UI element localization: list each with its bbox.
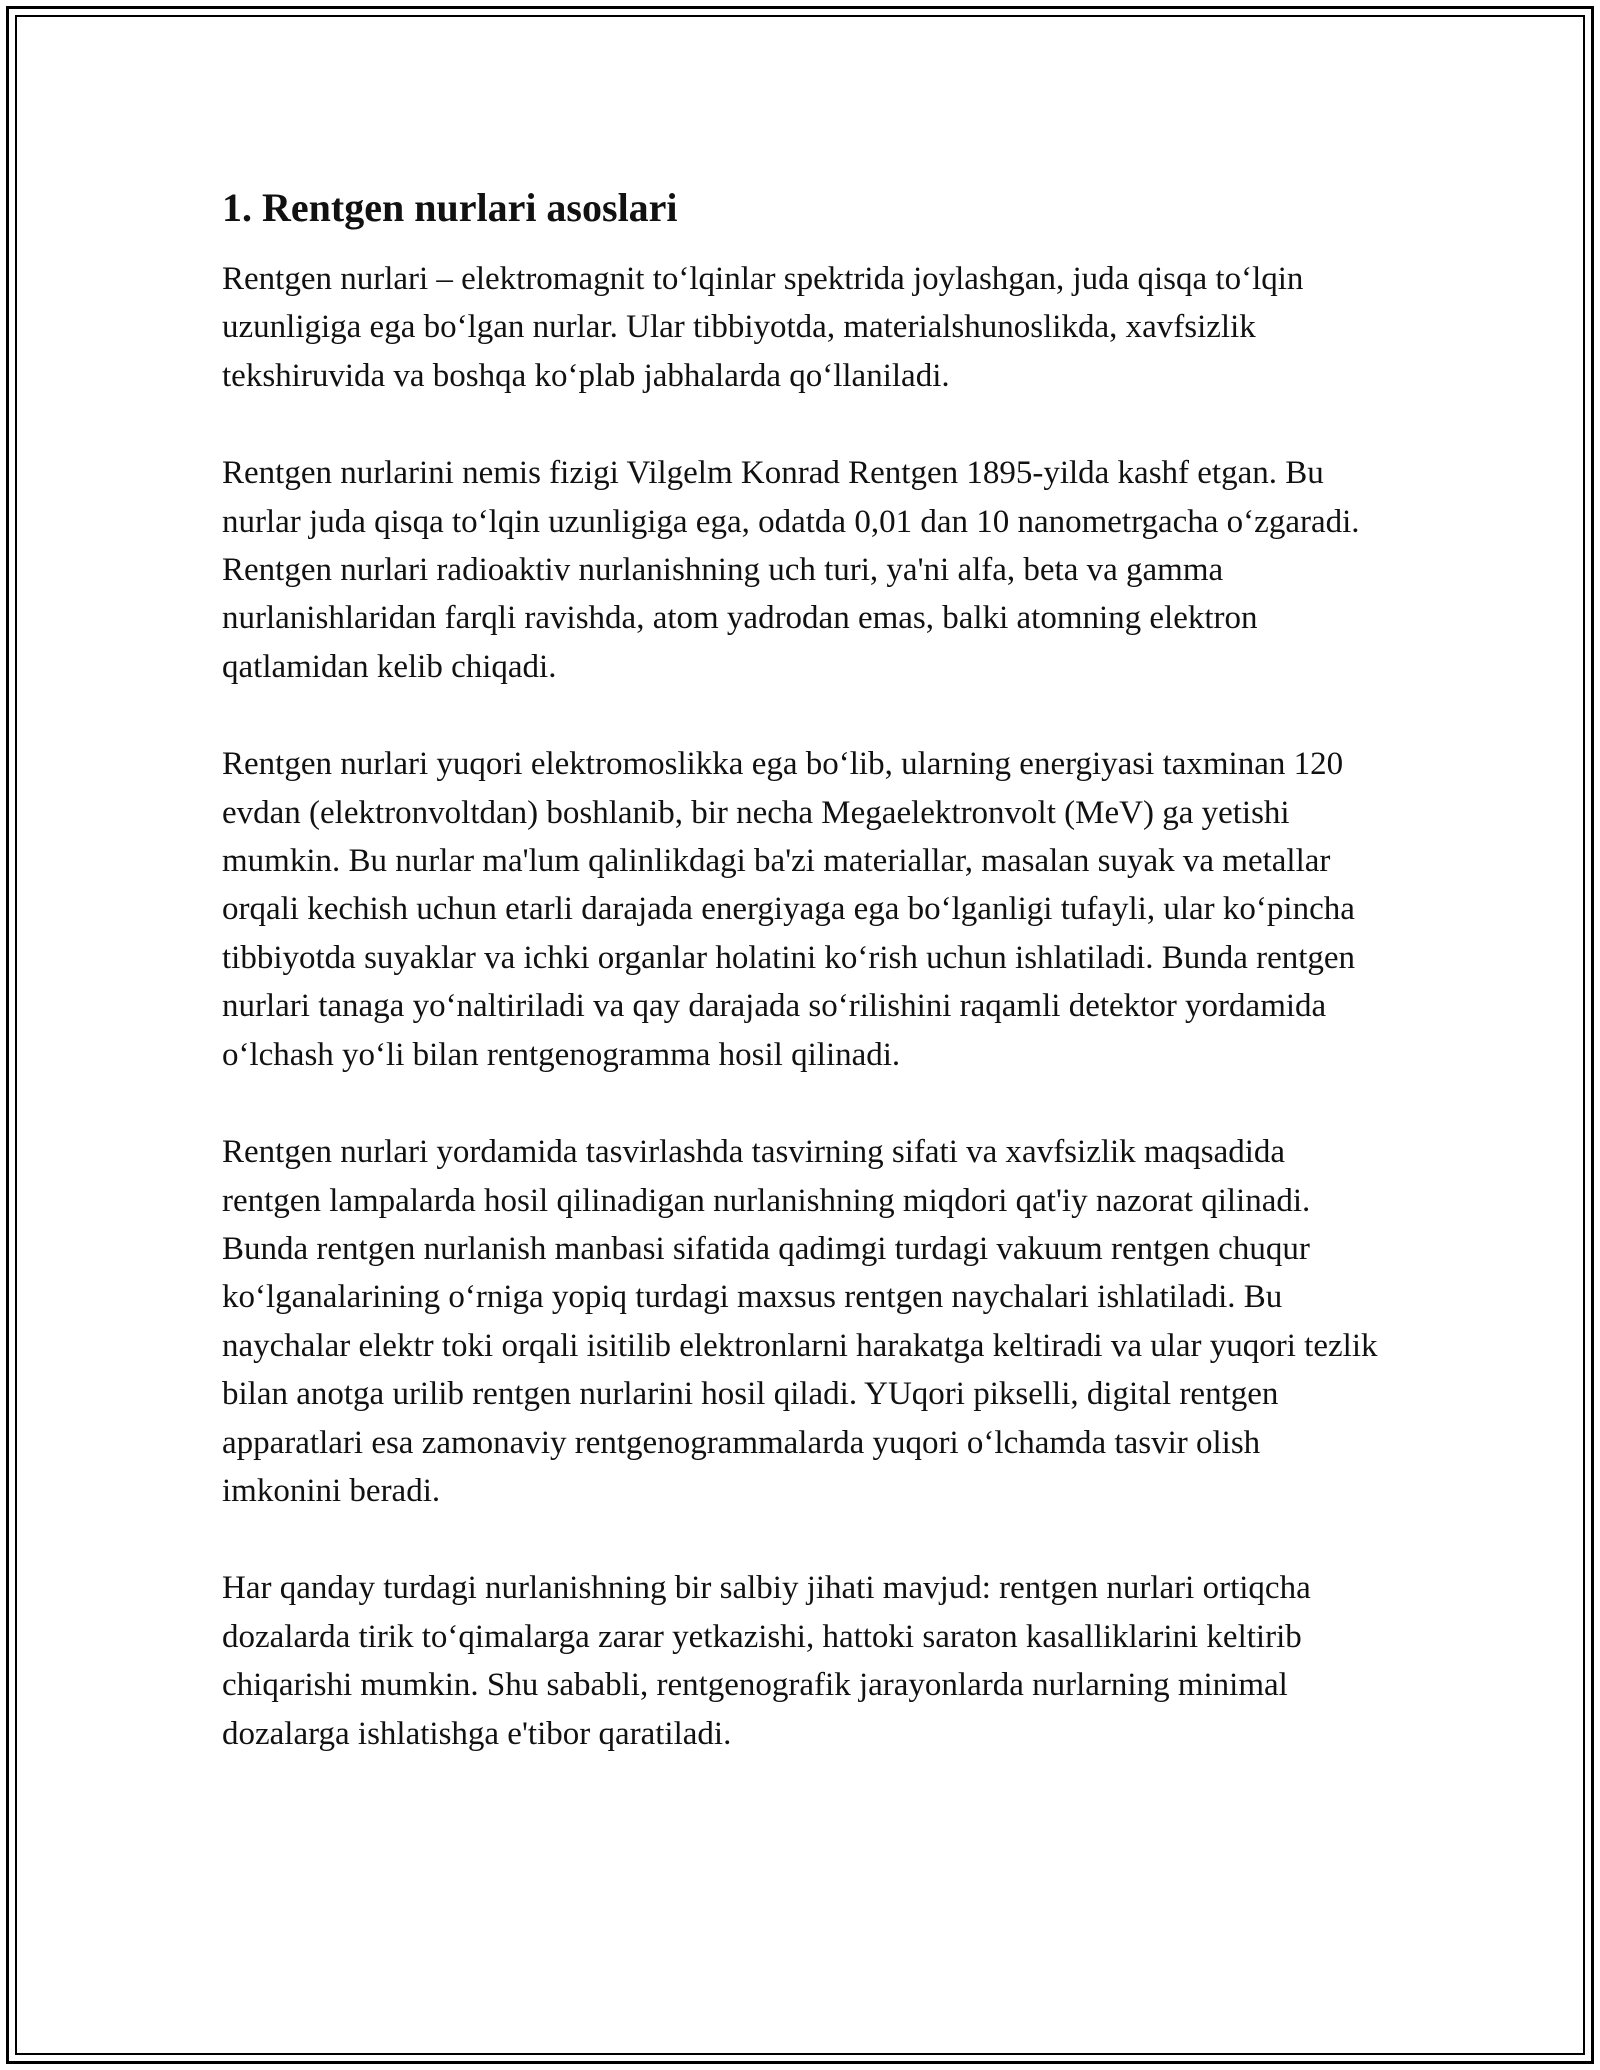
paragraph-discovery: Rentgen nurlarini nemis fizigi Vilgelm Konrad Rentgen 1895-yilda kashf etgan. Bu nurlar juda qisqa to‘lqin uzunligiga ega, odatda 0,01 dan 10 nanometrgacha o‘zgaradi. Rentgen nurlari radioaktiv nurlanishning uch turi, ya'ni alfa, beta va gamma nurlanishlaridan farqli ravishda, atom yadrodan emas, balki atomning elektron qatlamidan kelib chiqadi. <box>222 455 1360 685</box>
paragraph-energy: Rentgen nurlari yuqori elektromoslikka ega bo‘lib, ularning energiyasi taxminan 120 evdan (elektronvoltdan) boshlanib, bir necha Megaelektronvolt (MeV) ga yetishi mumkin. Bu nurlar ma'lum qalinlikdagi ba'zi materiallar, masalan suyak va metallar orqali kechish uchun etarli darajada energiyaga ega bo‘lganligi tufayli, ular ko‘pincha tibbiyotda suyaklar va ichki organlar holatini ko‘rish uchun ishlatiladi. Bunda rentgen nurlari tanaga yo‘naltiriladi va qay darajada so‘rilishini raqamli detektor yordamida o‘lchash yo‘li bilan rentgenogramma hosil qilinadi. <box>222 746 1356 1073</box>
paragraph-safety: Har qanday turdagi nurlanishning bir salbiy jihati mavjud: rentgen nurlari ortiqcha dozalarda tirik to‘qimalarga zarar yetkazishi, hattoki saraton kasalliklarini keltirib chiqarishi mumkin. Shu sababli, rentgenografik jarayonlarda nurlarning minimal dozalarga ishlatishga e'tibor qaratiladi. <box>222 1570 1311 1752</box>
document-body <box>222 182 1382 1807</box>
section-heading: 1. Rentgen nurlari asoslari <box>222 185 678 230</box>
paragraph-intro: Rentgen nurlari – elektromagnit to‘lqinlar spektrida joylashgan, juda qisqa to‘lqin uzunligiga ega bo‘lgan nurlar. Ular tibbiyotda, materialshunoslikda, xavfsizlik tekshiruvida va boshqa ko‘plab jabhalarda qo‘llaniladi. <box>222 261 1304 394</box>
paragraph-imaging: Rentgen nurlari yordamida tasvirlashda tasvirning sifati va xavfsizlik maqsadida rentgen lampalarda hosil qilinadigan nurlanishning miqdori qat'iy nazorat qilinadi. Bunda rentgen nurlanish manbasi sifatida qadimgi turdagi vakuum rentgen chuqur ko‘lganalarining o‘rniga yopiq turdagi maxsus rentgen naychalari ishlatiladi. Bu naychalar elektr toki orqali isitilib elektronlarni harakatga keltiradi va ular yuqori tezlik bilan anotga urilib rentgen nurlarini hosil qiladi. YUqori pikselli, digital rentgen apparatlari esa zamonaviy rentgenogrammalarda yuqori o‘lchamda tasvir olish imkonini beradi. <box>222 1134 1378 1509</box>
